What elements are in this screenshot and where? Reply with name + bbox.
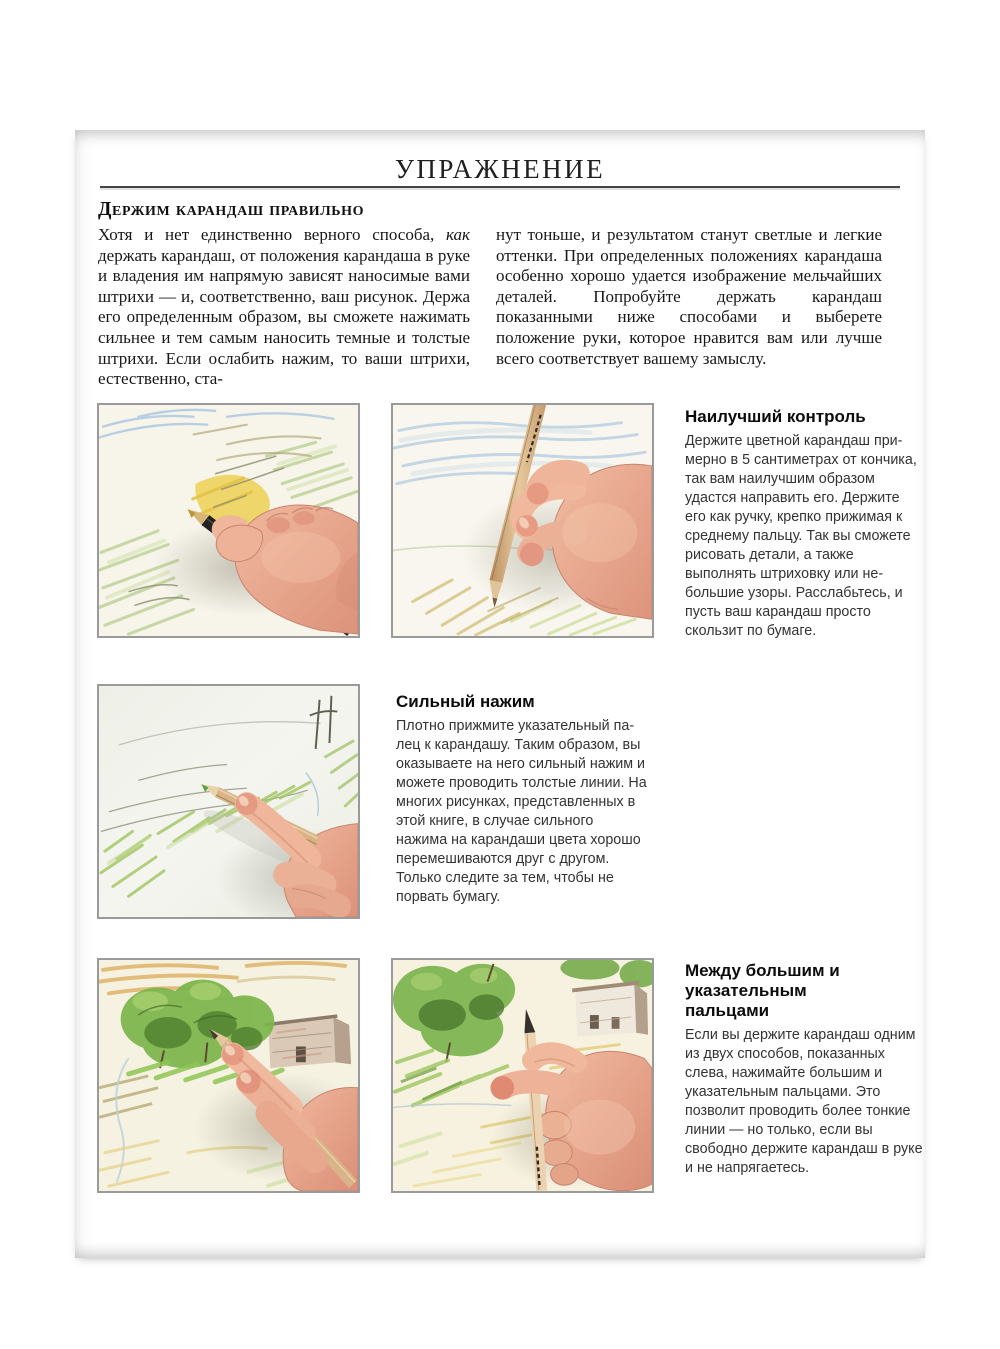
photo-illustration xyxy=(393,960,652,1191)
block-heading: Сильный нажим xyxy=(396,692,535,711)
book-page xyxy=(75,130,925,1258)
section-heading: Держим карандаш правильно xyxy=(98,199,365,220)
photo-illustration xyxy=(99,960,358,1191)
photo-landscape-grip xyxy=(97,958,360,1193)
barn xyxy=(572,983,648,1037)
folded-fingers xyxy=(286,874,339,906)
barn xyxy=(264,1016,351,1068)
block-body: Если вы держите карандаш одним из двух способов, показанных слева, нажимайте большим и указательным пальцами. Это позволит проводить более тонкие линии — но только, если вы свободно держите карандаш в руке и не напрягаетесь. xyxy=(685,1027,923,1176)
block-body: Держите цветной карандаш примерно в 5 сантиметрах от кончика, так вам наилучшим образом удастся направить его. Держите его как ручку, крепко прижимая к среднему пальцу. Так вы сможете рисовать детали, а также выполнять штриховку или небольшие узоры. Расслабьтесь, и пусть ваш карандаш просто скользит по бумаге. xyxy=(685,433,917,639)
photo-thumb-index-grip xyxy=(391,958,654,1193)
photo-illustration xyxy=(99,405,358,636)
intro-text-pre: Хотя и нет единственно верного способа, xyxy=(98,225,447,244)
page-title: УПРАЖНЕНИЕ xyxy=(394,154,606,184)
block-heading: Наилучший контроль xyxy=(685,407,866,426)
photo-fist-grip xyxy=(97,403,360,638)
instruction-block-best-control xyxy=(685,407,923,641)
intro-text-post: держать карандаш, от положения карандаша в руке и владения им напрямую зависят наносимые вами штрихи — и, соответственно, ваш рисунок. Держа его определенным образом, вы сможете нажимать сильнее и тем самым наносить темные и толстые штрихи. Если ослабить нажим, то ваши штрихи, естественно, ста- xyxy=(98,245,470,389)
photo-pen-grip xyxy=(391,403,654,638)
block-heading: Между большим и указательным пальцами xyxy=(685,961,840,1020)
intro-column-left xyxy=(98,225,470,390)
title-rule xyxy=(100,186,900,190)
photo-illustration xyxy=(99,686,358,917)
intro-column-right: нут тоньше, и результатом станут светлые и легкие оттенки. При определенных положениях карандаша особенно хорошо удается изображение мельчайших деталей. Попробуйте держать карандаш показанными ниже способами и выберете положение руки, которое нравится вам или лучше всего соответствует вашему замыслу. xyxy=(496,225,882,368)
photo-illustration xyxy=(393,405,652,636)
instruction-block-thumb-index xyxy=(685,961,923,1178)
photo-index-pressure xyxy=(97,684,360,919)
intro-text-italic: как xyxy=(446,225,470,244)
instruction-block-strong-pressure xyxy=(396,692,648,907)
block-body: Плотно прижмите указательный палец к карандашу. Таким образом, вы оказываете на него сильный нажим и можете проводить толстые линии. На многих рисунках, представленных в этой книге, в случае сильного нажима на карандаши цвета хорошо перемешиваются друг с другом. Только следите за тем, чтобы не порвать бумагу. xyxy=(396,718,647,905)
